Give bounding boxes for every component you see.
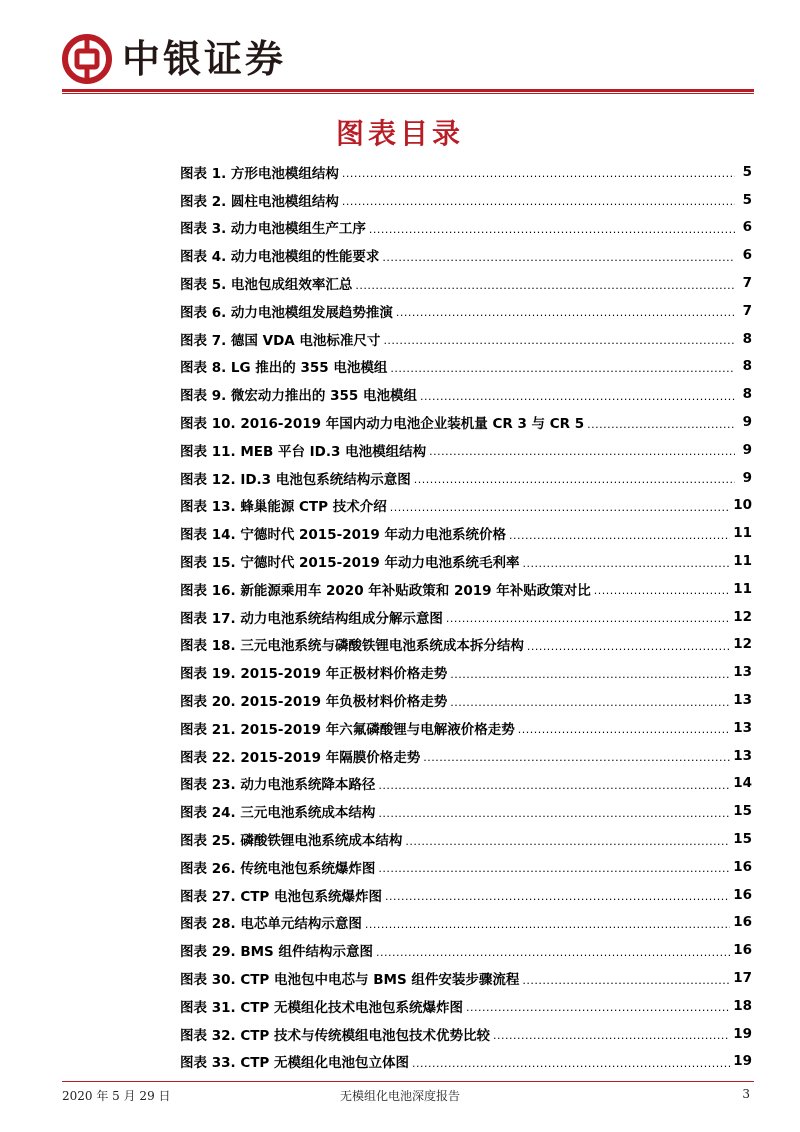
toc-entry-label: 图表 14. 宁德时代 2015-2019 年动力电池系统价格 (180, 527, 506, 544)
toc-entry-page: 13 (733, 719, 752, 736)
toc-entry-page: 15 (733, 803, 752, 820)
toc-entry-page: 18 (733, 997, 752, 1014)
toc-leader-dots (509, 529, 730, 542)
toc-entry[interactable] (180, 825, 752, 853)
toc-entry-page: 13 (733, 664, 752, 681)
toc-leader-dots (414, 473, 735, 486)
brand-name: 中银证券 (122, 37, 287, 81)
toc-leader-dots (466, 1001, 730, 1014)
toc-entry-label: 图表 30. CTP 电池包中电芯与 BMS 组件安装步骤流程 (180, 972, 520, 988)
toc-entry[interactable] (180, 603, 752, 631)
toc-entry[interactable] (180, 519, 752, 547)
toc-entry-page: 7 (742, 275, 752, 292)
toc-leader-dots (423, 751, 730, 764)
toc-leader-dots (429, 445, 735, 458)
toc-entry[interactable] (180, 909, 752, 937)
toc-leader-dots (378, 779, 730, 792)
toc-entry-label: 图表 8. LG 推出的 355 电池模组 (180, 360, 388, 377)
toc-entry-page: 9 (742, 441, 752, 458)
toc-entry-label: 图表 26. 传统电池包系统爆炸图 (180, 860, 376, 877)
toc-entry-page: 11 (733, 525, 752, 542)
toc-leader-dots (446, 612, 730, 625)
toc-entry[interactable] (180, 881, 752, 909)
toc-entry-label: 图表 4. 动力电池模组的性能要求 (180, 249, 380, 266)
toc-leader-dots (365, 918, 730, 931)
toc-leader-dots (405, 835, 730, 848)
toc-entry-label: 图表 24. 三元电池系统成本结构 (180, 805, 376, 822)
toc-entry[interactable] (180, 853, 752, 881)
toc-entry-page: 13 (733, 747, 752, 764)
toc-leader-dots (522, 974, 730, 987)
toc-entry-page: 8 (742, 386, 752, 403)
toc-leader-dots (382, 251, 735, 264)
toc-entry-page: 5 (742, 191, 752, 208)
toc-entry-label: 图表 23. 动力电池系统降本路径 (180, 777, 376, 794)
header-divider (62, 89, 754, 92)
toc-entry[interactable] (180, 547, 752, 575)
toc-entry-page: 8 (742, 358, 752, 375)
footer-divider (62, 1081, 754, 1082)
toc-entry[interactable] (180, 158, 752, 186)
toc-entry-label: 图表 25. 磷酸铁锂电池系统成本结构 (180, 833, 403, 850)
page-header (62, 30, 762, 90)
toc-entry[interactable] (180, 631, 752, 659)
toc-entry-label: 图表 17. 动力电池系统结构组成分解示意图 (180, 610, 443, 627)
toc-leader-dots (390, 362, 735, 375)
toc-entry[interactable] (180, 241, 752, 269)
toc-entry[interactable] (180, 325, 752, 353)
toc-entry-label: 图表 3. 动力电池模组生产工序 (180, 221, 366, 238)
toc-entry[interactable] (180, 353, 752, 381)
toc-entry-page: 11 (733, 553, 752, 570)
toc-entry-page: 15 (733, 831, 752, 848)
toc-entry-page: 11 (733, 580, 752, 597)
toc-entry[interactable] (180, 992, 752, 1020)
toc-entry[interactable] (180, 1020, 752, 1048)
toc-leader-dots (420, 390, 735, 403)
toc-entry-label: 图表 6. 动力电池模组发展趋势推演 (180, 304, 393, 321)
toc-entry-page: 16 (733, 858, 752, 875)
toc-leader-dots (390, 501, 730, 514)
toc-leader-dots (355, 279, 735, 292)
toc-entry[interactable] (180, 964, 752, 992)
toc-entry[interactable] (180, 436, 752, 464)
toc-entry-page: 12 (733, 636, 752, 653)
toc-entry[interactable] (180, 492, 752, 520)
toc-entry-label: 图表 2. 圆柱电池模组结构 (180, 193, 339, 210)
toc-entry-page: 10 (733, 497, 752, 514)
toc-entry[interactable] (180, 714, 752, 742)
toc-entry-page: 7 (742, 302, 752, 319)
toc-entry[interactable] (180, 408, 752, 436)
toc-leader-dots (378, 862, 730, 875)
toc-entry-label: 图表 7. 德国 VDA 电池标准尺寸 (180, 332, 381, 349)
toc-entry[interactable] (180, 186, 752, 214)
toc-leader-dots (527, 640, 730, 653)
toc-entry[interactable] (180, 269, 752, 297)
toc-entry[interactable] (180, 658, 752, 686)
toc-entry[interactable] (180, 936, 752, 964)
toc-entry-label: 图表 1. 方形电池模组结构 (180, 165, 339, 182)
header-divider-thin (62, 93, 754, 94)
bank-of-china-logo-icon (62, 34, 112, 84)
toc-leader-dots (594, 584, 730, 597)
toc-entry[interactable] (180, 380, 752, 408)
toc-leader-dots (383, 334, 735, 347)
figure-list (180, 158, 752, 1075)
toc-leader-dots (493, 1029, 730, 1042)
toc-leader-dots (342, 167, 735, 180)
toc-entry-label: 图表 16. 新能源乘用车 2020 年补贴政策和 2019 年补贴政策对比 (180, 582, 591, 599)
toc-entry[interactable] (180, 686, 752, 714)
toc-entry-label: 图表 12. ID.3 电池包系统结构示意图 (180, 471, 411, 488)
toc-entry-label: 图表 10. 2016-2019 年国内动力电池企业装机量 CR 3 与 CR 5 (180, 416, 585, 433)
toc-leader-dots (369, 223, 735, 236)
toc-entry-page: 17 (733, 970, 752, 986)
toc-entry-page: 16 (733, 886, 752, 903)
toc-entry-page: 13 (733, 692, 752, 709)
toc-entry[interactable] (180, 742, 752, 770)
toc-entry-label: 图表 18. 三元电池系统与磷酸铁锂电池系统成本拆分结构 (180, 638, 524, 655)
toc-leader-dots (412, 1057, 730, 1070)
toc-entry-page: 16 (733, 942, 752, 959)
toc-entry-label: 图表 21. 2015-2019 年六氟磷酸锂与电解液价格走势 (180, 721, 515, 738)
toc-entry-label: 图表 27. CTP 电池包系统爆炸图 (180, 888, 383, 905)
toc-entry[interactable] (180, 575, 752, 603)
toc-entry-label: 图表 31. CTP 无模组化技术电池包系统爆炸图 (180, 999, 464, 1016)
toc-entry-label: 图表 9. 微宏动力推出的 355 电池模组 (180, 388, 418, 405)
toc-leader-dots (378, 807, 730, 820)
toc-entry[interactable] (180, 464, 752, 492)
toc-leader-dots (587, 418, 735, 431)
toc-entry-label: 图表 32. CTP 技术与传统模组电池包技术优势比较 (180, 1027, 491, 1044)
toc-entry[interactable] (180, 297, 752, 325)
toc-entry-label: 图表 19. 2015-2019 年正极材料价格走势 (180, 666, 448, 683)
toc-leader-dots (522, 557, 730, 570)
toc-entry-label: 图表 20. 2015-2019 年负极材料价格走势 (180, 694, 448, 711)
page-title: 图表目录 (335, 117, 464, 150)
toc-leader-dots (342, 195, 735, 208)
toc-entry-page: 19 (733, 1053, 752, 1070)
toc-leader-dots (450, 668, 730, 681)
toc-entry-label: 图表 15. 宁德时代 2015-2019 年动力电池系统毛利率 (180, 555, 520, 572)
toc-entry-page: 6 (742, 247, 752, 264)
toc-entry-page: 9 (742, 414, 752, 431)
toc-leader-dots (385, 890, 730, 903)
toc-entry-page: 6 (742, 219, 752, 236)
toc-entry-label: 图表 5. 电池包成组效率汇总 (180, 277, 353, 294)
footer-date: 2020 年 5 月 29 日 (62, 1089, 171, 1103)
footer-report-title: 无模组化电池深度报告 (339, 1089, 460, 1103)
toc-entry-label: 图表 13. 蜂巢能源 CTP 技术介绍 (180, 499, 387, 516)
toc-leader-dots (450, 696, 730, 709)
toc-entry-label: 图表 22. 2015-2019 年隔膜价格走势 (180, 749, 421, 766)
toc-entry-label: 图表 33. CTP 无模组化电池包立体图 (180, 1055, 410, 1072)
toc-entry[interactable] (180, 770, 752, 798)
toc-leader-dots (518, 723, 730, 736)
toc-entry-page: 14 (733, 775, 752, 792)
toc-entry-label: 图表 28. 电芯单元结构示意图 (180, 916, 362, 933)
footer-page-number: 3 (742, 1087, 750, 1101)
toc-entry-page: 5 (742, 163, 752, 180)
toc-entry-page: 19 (733, 1025, 752, 1042)
toc-entry-page: 8 (742, 330, 752, 347)
toc-leader-dots (376, 946, 730, 959)
toc-entry-label: 图表 11. MEB 平台 ID.3 电池模组结构 (180, 443, 427, 460)
toc-leader-dots (396, 306, 735, 319)
toc-entry-page: 16 (733, 914, 752, 931)
toc-entry-label: 图表 29. BMS 组件结构示意图 (180, 944, 373, 961)
toc-entry[interactable] (180, 214, 752, 242)
toc-entry-page: 12 (733, 608, 752, 625)
toc-entry-page: 9 (742, 469, 752, 486)
toc-entry[interactable] (180, 1048, 752, 1076)
toc-entry[interactable] (180, 797, 752, 825)
